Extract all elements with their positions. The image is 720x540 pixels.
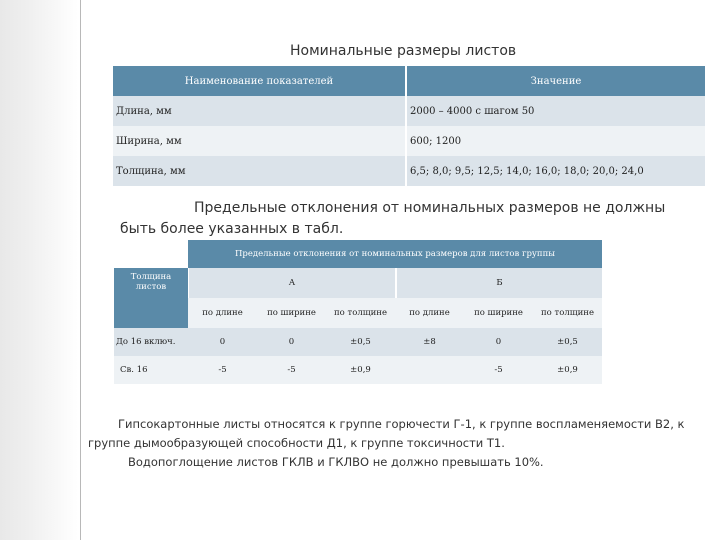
table-cell: ±0,5 — [326, 328, 395, 356]
group-a-header: А — [188, 268, 395, 298]
thickness-header: Толщина листов — [114, 268, 188, 328]
subheader-thickness: по толщине — [533, 298, 602, 328]
fire-properties-text: Гипсокартонные листы относятся к группе горючести Г-1, к группе воспламеняемости В2, к группе дымообразующей способности Д1, к группе токсичности Т1. — [88, 417, 685, 450]
subheader-length: по длине — [188, 298, 257, 328]
table-row — [113, 96, 705, 126]
table-cell: ±0,9 — [533, 356, 602, 384]
header-indicator: Наименование показателей — [113, 66, 407, 96]
table-cell: -5 — [257, 356, 326, 384]
table-cell: ±0,5 — [533, 328, 602, 356]
table-cell — [395, 356, 464, 384]
subheader-width: по ширине — [464, 298, 533, 328]
subheader-length: по длине — [395, 298, 464, 328]
row-value: 6,5; 8,0; 9,5; 12,5; 14,0; 16,0; 18,0; 20,0; 24,0 — [410, 165, 644, 177]
group-b-header: Б — [395, 268, 602, 298]
dimensions-table — [113, 66, 705, 186]
table-cell: 0 — [188, 328, 257, 356]
table-cell: 0 — [257, 328, 326, 356]
subheader-width: по ширине — [257, 298, 326, 328]
header-value: Значение — [407, 66, 705, 96]
table-row — [113, 156, 705, 186]
table-cell: 0 — [464, 328, 533, 356]
row-value: 600; 1200 — [410, 135, 462, 147]
row-label: Св. 16 — [114, 356, 188, 384]
subheader-thickness: по толщине — [326, 298, 395, 328]
table-row — [113, 126, 705, 156]
row-label: Длина, мм — [113, 96, 407, 126]
water-absorption-text: Водопоглощение листов ГКЛВ и ГКЛВО не должно превышать 10%. — [128, 455, 544, 469]
tolerance-paragraph: Предельные отклонения от номинальных размеров не должны быть более указанных в табл. — [120, 200, 666, 237]
row-value: 2000 – 4000 с шагом 50 — [410, 105, 535, 117]
table-cell: ±8 — [395, 328, 464, 356]
table-header — [113, 66, 705, 96]
row-label: Толщина, мм — [113, 156, 407, 186]
table-cell: ±0,9 — [326, 356, 395, 384]
section-title: Номинальные размеры листов — [290, 43, 517, 59]
left-decoration — [0, 0, 78, 540]
table-cell: -5 — [188, 356, 257, 384]
row-label: Ширина, мм — [113, 126, 407, 156]
table-caption: Предельные отклонения от номинальных размеров для листов группы — [188, 240, 602, 268]
properties-paragraph — [88, 415, 698, 472]
left-divider-line — [80, 0, 81, 540]
table-cell: -5 — [464, 356, 533, 384]
row-label: До 16 включ. — [114, 328, 188, 356]
